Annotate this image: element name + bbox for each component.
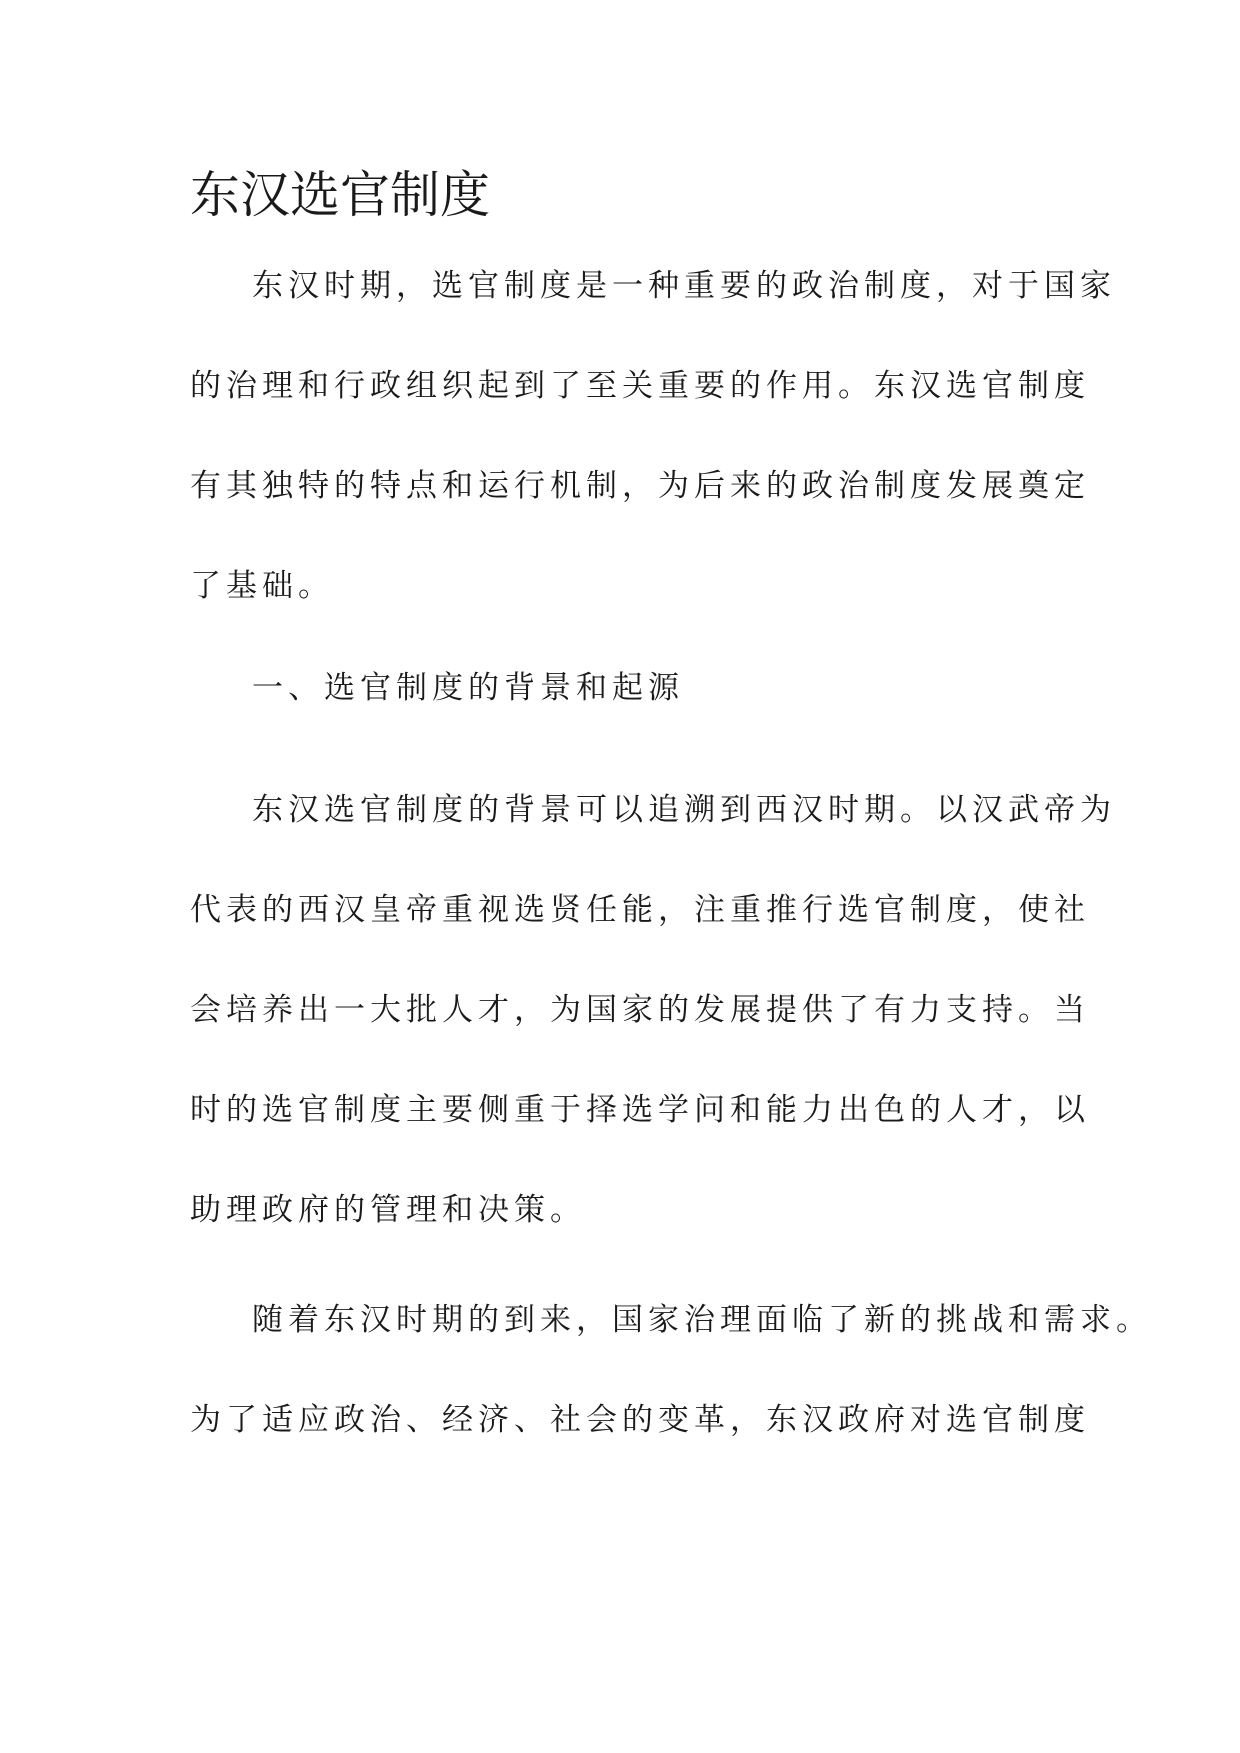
paragraph-3-line-1: 随着东汉时期的到来，国家治理面临了新的挑战和需求。 bbox=[252, 1302, 1152, 1338]
paragraph-1-line-4: 了基础。 bbox=[190, 568, 334, 604]
paragraph-1-line-1: 东汉时期，选官制度是一种重要的政治制度，对于国家 bbox=[252, 268, 1116, 304]
paragraph-2-line-1: 东汉选官制度的背景可以追溯到西汉时期。以汉武帝为 bbox=[252, 792, 1116, 828]
paragraph-1-line-2: 的治理和行政组织起到了至关重要的作用。东汉选官制度 bbox=[190, 368, 1090, 404]
section-heading-1: 一、选官制度的背景和起源 bbox=[252, 670, 684, 706]
paragraph-2-line-5: 助理政府的管理和决策。 bbox=[190, 1192, 586, 1228]
document-title: 东汉选官制度 bbox=[190, 166, 490, 224]
paragraph-3-line-2: 为了适应政治、经济、社会的变革，东汉政府对选官制度 bbox=[190, 1402, 1090, 1438]
paragraph-1-line-3: 有其独特的特点和运行机制，为后来的政治制度发展奠定 bbox=[190, 468, 1090, 504]
paragraph-2-line-2: 代表的西汉皇帝重视选贤任能，注重推行选官制度，使社 bbox=[190, 892, 1090, 928]
paragraph-2-line-4: 时的选官制度主要侧重于择选学问和能力出色的人才，以 bbox=[190, 1092, 1090, 1128]
paragraph-2-line-3: 会培养出一大批人才，为国家的发展提供了有力支持。当 bbox=[190, 992, 1090, 1028]
